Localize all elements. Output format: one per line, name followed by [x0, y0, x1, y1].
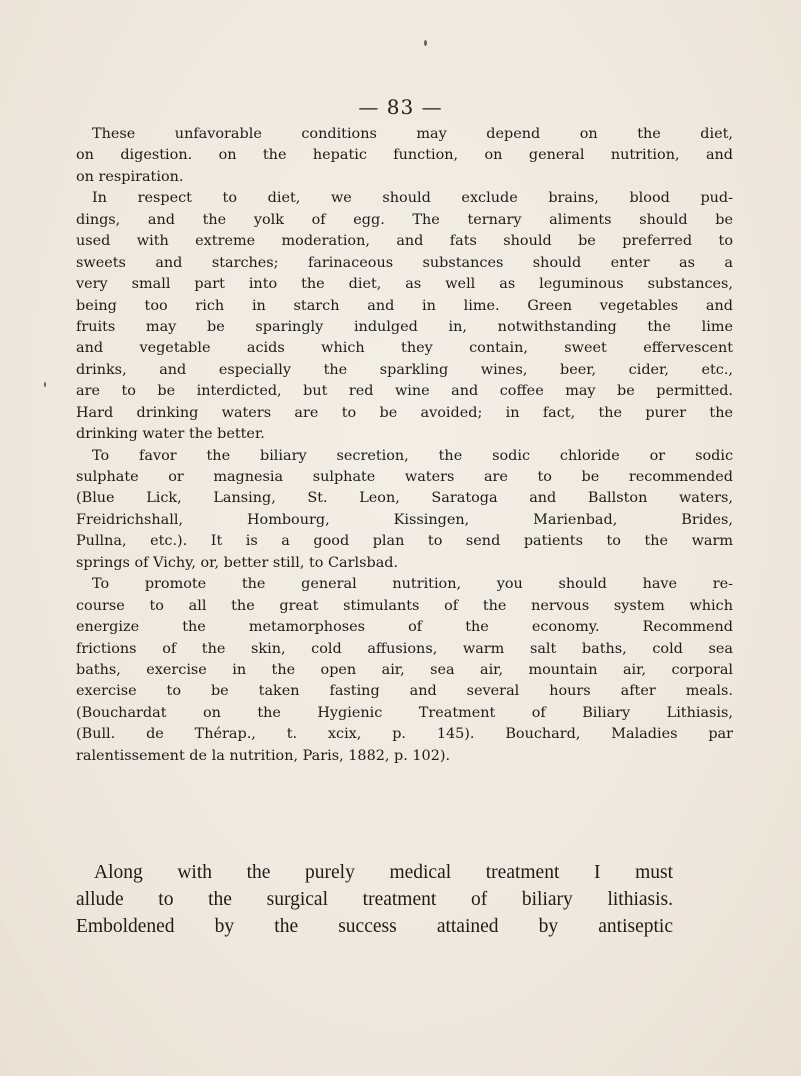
main-text-line: Emboldened by the success attained by antiseptic: [76, 916, 673, 937]
text-line: (Blue Lick, Lansing, St. Leon, Saratoga and Ballston waters,: [76, 490, 733, 507]
text-line: Pullna, etc.). It is a good plan to send patients to the warm: [76, 533, 733, 550]
text-line: sweets and starches; farinaceous substances should enter as a: [76, 254, 733, 271]
text-line: ralentissement de la nutrition, Paris, 1882, p. 102).: [76, 747, 451, 764]
text-line: used with extreme moderation, and fats should be preferred to: [76, 233, 733, 250]
text-line: frictions of the skin, cold affusions, warm salt baths, cold sea: [76, 640, 733, 657]
text-line: very small part into the diet, as well as leguminous substances,: [76, 276, 733, 293]
text-line: drinks, and especially the sparkling wines, beer, cider, etc.,: [76, 361, 733, 378]
text-line: and vegetable acids which they contain, sweet effervescent: [76, 340, 733, 357]
text-line: springs of Vichy, or, better still, to Carlsbad.: [76, 554, 399, 571]
text-line: course to all the great stimulants of the nervous system which: [76, 597, 733, 614]
footnote-text-block: [76, 124, 733, 767]
text-line: Freidrichshall, Hombourg, Kissingen, Marienbad, Brides,: [76, 511, 733, 528]
text-line: Hard drinking waters are to be avoided; in fact, the purer the: [76, 404, 733, 421]
main-text-block: [76, 859, 673, 940]
text-line: on digestion. on the hepatic function, on general nutrition, and: [76, 147, 733, 164]
main-text-line: allude to the surgical treatment of biliary lithiasis.: [76, 889, 673, 910]
text-line: drinking water the better.: [76, 426, 265, 443]
main-text-line: Along with the purely medical treatment I must: [94, 862, 673, 883]
paper-speck: [424, 40, 427, 46]
text-line: energize the metamorphoses of the economy. Recommend: [76, 619, 733, 636]
paper-speck: [44, 382, 46, 387]
text-line: baths, exercise in the open air, sea air, mountain air, corporal: [76, 661, 733, 678]
text-line: exercise to be taken fasting and several hours after meals.: [76, 683, 733, 700]
text-line: fruits may be sparingly indulged in, notwithstanding the lime: [76, 318, 733, 335]
text-line: These unfavorable conditions may depend on the diet,: [92, 126, 733, 142]
text-line: are to be interdicted, but red wine and coffee may be permitted.: [76, 383, 733, 400]
text-line: sulphate or magnesia sulphate waters are to be recommended: [76, 469, 733, 485]
text-line: (Bouchardat on the Hygienic Treatment of Biliary Lithiasis,: [76, 704, 733, 721]
text-line: In respect to diet, we should exclude brains, blood pud-: [92, 190, 733, 207]
page-number: — 83 —: [358, 95, 443, 119]
text-line: To favor the biliary secretion, the sodic chloride or sodic: [92, 447, 733, 464]
text-line: dings, and the yolk of egg. The ternary aliments should be: [76, 211, 733, 228]
text-line: To promote the general nutrition, you should have re-: [92, 576, 733, 593]
text-line: being too rich in starch and in lime. Green vegetables and: [76, 297, 733, 314]
text-line: (Bull. de Thérap., t. xcix, p. 145). Bouchard, Maladies par: [76, 726, 733, 743]
text-line: on respiration.: [76, 168, 184, 185]
